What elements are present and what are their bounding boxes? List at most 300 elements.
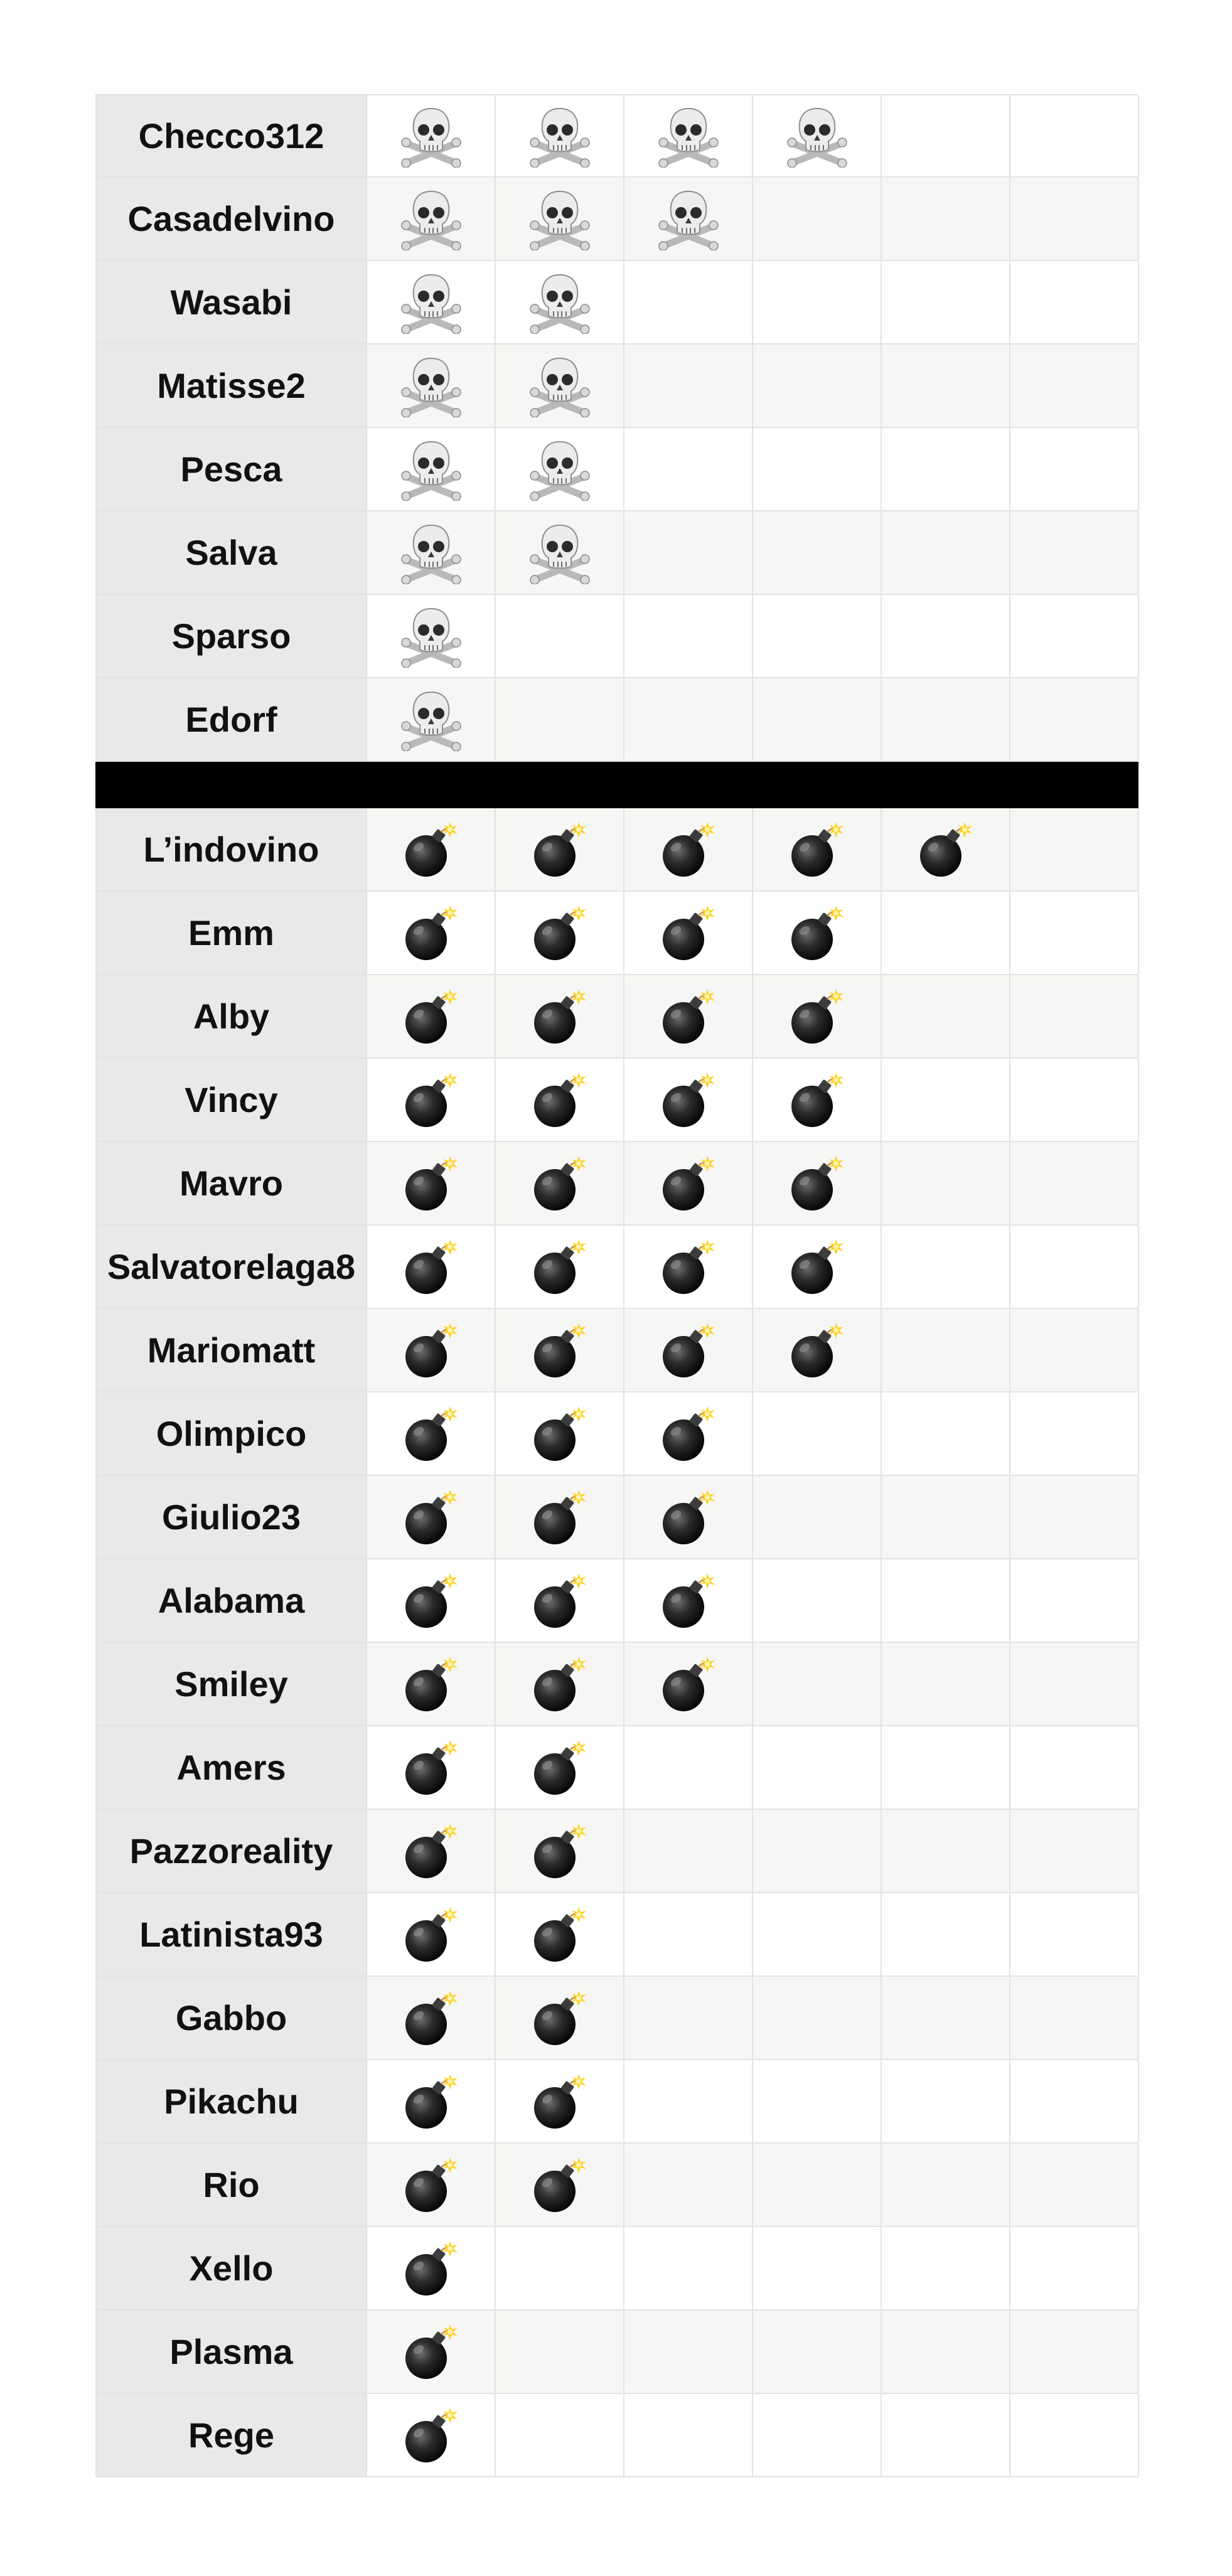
table-cell [1010, 892, 1139, 974]
table-row [95, 2311, 1138, 2394]
table-cell [496, 808, 624, 890]
bomb-icon [400, 1486, 463, 1549]
bomb-icon [786, 985, 849, 1048]
table-cell [882, 1810, 1010, 1892]
skull-crossbones-icon [400, 605, 463, 668]
table-cell [624, 975, 753, 1057]
table-cell [882, 678, 1010, 761]
table-cell [624, 1893, 753, 1975]
table-cell [882, 1559, 1010, 1642]
table-cell [496, 2311, 624, 2393]
table-cell [753, 95, 882, 176]
table-cell [882, 261, 1010, 343]
skull-crossbones-icon [528, 521, 591, 584]
table-cell [753, 345, 882, 427]
table-cell [753, 1392, 882, 1475]
bomb-icon [786, 902, 849, 965]
table-cell [367, 1392, 496, 1475]
table-row [95, 1059, 1138, 1142]
player-name: Xello [95, 2227, 367, 2309]
skull-crossbones-icon [400, 105, 463, 168]
table-cell [753, 2394, 882, 2476]
table-cell [367, 1142, 496, 1224]
bomb-icon [914, 818, 977, 881]
table-cell [496, 2144, 624, 2226]
table-cell [496, 595, 624, 677]
table-cell [753, 1893, 882, 1975]
bomb-icon [400, 1236, 463, 1298]
skull-crossbones-icon [657, 105, 720, 168]
table-cell [624, 2144, 753, 2226]
player-name: Alabama [95, 1559, 367, 1642]
table-cell [1010, 1309, 1139, 1391]
bomb-icon [528, 902, 591, 965]
table-cell [367, 261, 496, 343]
bomb-icon [400, 1403, 463, 1465]
bomb-icon [528, 1152, 591, 1215]
table-cell [367, 178, 496, 260]
table-cell [624, 95, 753, 176]
table-cell [753, 261, 882, 343]
table-cell [496, 2060, 624, 2142]
skull-crossbones-icon [400, 521, 463, 584]
bomb-icon [400, 1569, 463, 1632]
table-cell [753, 178, 882, 260]
scoreboard-table [95, 94, 1138, 2477]
table-row [95, 511, 1138, 595]
player-name: Casadelvino [95, 178, 367, 260]
table-cell [1010, 678, 1139, 761]
table-cell [496, 511, 624, 594]
table-cell [624, 595, 753, 677]
table-cell [496, 1643, 624, 1725]
table-cell [496, 678, 624, 761]
table-cell [882, 2394, 1010, 2476]
bomb-icon [528, 1403, 591, 1465]
table-cell [753, 1810, 882, 1892]
player-name: Olimpico [95, 1392, 367, 1475]
skull-crossbones-icon [786, 105, 849, 168]
table-cell [882, 345, 1010, 427]
table-cell [624, 1977, 753, 2059]
bomb-icon [786, 1319, 849, 1382]
table-cell [496, 1977, 624, 2059]
table-cell [753, 2144, 882, 2226]
table-cell [624, 1142, 753, 1224]
table-cell [882, 1893, 1010, 1975]
table-cell [1010, 1392, 1139, 1475]
bomb-icon [400, 2404, 463, 2467]
table-cell [624, 1059, 753, 1141]
table-cell [753, 1226, 882, 1308]
table-cell [496, 2227, 624, 2309]
table-cell [882, 1142, 1010, 1224]
table-cell [882, 975, 1010, 1057]
table-cell [496, 1893, 624, 1975]
table-cell [624, 345, 753, 427]
table-cell [753, 892, 882, 974]
table-cell [496, 1142, 624, 1224]
table-cell [1010, 1559, 1139, 1642]
table-row [95, 428, 1138, 511]
table-cell [753, 1059, 882, 1141]
table-cell [753, 511, 882, 594]
bomb-icon [528, 1903, 591, 1966]
table-cell [1010, 808, 1139, 890]
table-cell [753, 1309, 882, 1391]
table-cell [1010, 1643, 1139, 1725]
table-cell [624, 1559, 753, 1642]
table-cell [1010, 1142, 1139, 1224]
bomb-icon [528, 1486, 591, 1549]
bomb-icon [400, 985, 463, 1048]
table-cell [882, 1977, 1010, 2059]
player-name: Pazzoreality [95, 1810, 367, 1892]
bomb-icon [657, 1569, 720, 1632]
bomb-icon [528, 2154, 591, 2216]
bomb-icon [657, 1069, 720, 1131]
table-cell [882, 2060, 1010, 2142]
table-cell [496, 1059, 624, 1141]
table-cell [753, 2311, 882, 2393]
table-cell [496, 95, 624, 176]
table-row [95, 678, 1138, 762]
bomb-icon [400, 1069, 463, 1131]
table-cell [1010, 2227, 1139, 2309]
table-cell [367, 2060, 496, 2142]
player-name: Wasabi [95, 261, 367, 343]
table-cell [753, 595, 882, 677]
table-cell [1010, 2144, 1139, 2226]
table-cell [882, 1059, 1010, 1141]
player-name: Mavro [95, 1142, 367, 1224]
skull-group [95, 94, 1138, 762]
table-cell [1010, 428, 1139, 510]
table-cell [882, 428, 1010, 510]
player-name: Edorf [95, 678, 367, 761]
table-cell [882, 1476, 1010, 1558]
table-cell [367, 2144, 496, 2226]
table-row [95, 1893, 1138, 1977]
table-cell [1010, 1059, 1139, 1141]
table-row [95, 2227, 1138, 2311]
table-cell [624, 1476, 753, 1558]
player-name: Checco312 [95, 95, 367, 176]
table-cell [1010, 95, 1139, 176]
skull-crossbones-icon [657, 188, 720, 250]
table-cell [496, 1476, 624, 1558]
bomb-icon [786, 818, 849, 881]
table-row [95, 178, 1138, 261]
table-row [95, 345, 1138, 428]
table-cell [753, 1643, 882, 1725]
table-cell [624, 178, 753, 260]
table-cell [624, 1726, 753, 1809]
table-cell [367, 345, 496, 427]
table-cell [496, 261, 624, 343]
table-row [95, 94, 1138, 178]
table-cell [1010, 1977, 1139, 2059]
table-cell [1010, 178, 1139, 260]
bomb-icon [400, 1820, 463, 1883]
table-cell [882, 1309, 1010, 1391]
table-cell [882, 892, 1010, 974]
skull-crossbones-icon [400, 688, 463, 751]
table-cell [753, 428, 882, 510]
player-name: Salvatorelaga8 [95, 1226, 367, 1308]
table-cell [367, 2227, 496, 2309]
bomb-icon [400, 1152, 463, 1215]
table-cell [882, 1226, 1010, 1308]
table-cell [367, 2394, 496, 2476]
table-cell [753, 808, 882, 890]
bomb-icon [657, 1236, 720, 1298]
table-cell [1010, 511, 1139, 594]
bomb-icon [400, 2154, 463, 2216]
skull-crossbones-icon [400, 438, 463, 501]
skull-crossbones-icon [400, 188, 463, 250]
skull-crossbones-icon [528, 105, 591, 168]
table-cell [496, 1559, 624, 1642]
table-row [95, 1309, 1138, 1392]
table-row [95, 2144, 1138, 2227]
table-cell [624, 892, 753, 974]
bomb-icon [400, 2237, 463, 2300]
bomb-icon [528, 818, 591, 881]
skull-crossbones-icon [528, 271, 591, 334]
bomb-icon [657, 985, 720, 1048]
player-name: Rio [95, 2144, 367, 2226]
table-cell [496, 892, 624, 974]
bomb-icon [657, 1403, 720, 1465]
table-cell [882, 1392, 1010, 1475]
table-cell [624, 2311, 753, 2393]
table-cell [367, 1726, 496, 1809]
table-cell [1010, 2060, 1139, 2142]
table-cell [1010, 2311, 1139, 2393]
table-cell [367, 1309, 496, 1391]
table-cell [882, 2311, 1010, 2393]
table-cell [367, 1559, 496, 1642]
table-cell [1010, 2394, 1139, 2476]
table-cell [367, 678, 496, 761]
bomb-icon [528, 1736, 591, 1799]
table-cell [496, 428, 624, 510]
bomb-icon [528, 1820, 591, 1883]
table-cell [624, 678, 753, 761]
table-row [95, 892, 1138, 975]
table-row [95, 1977, 1138, 2060]
bomb-icon [528, 1569, 591, 1632]
table-cell [624, 2060, 753, 2142]
bomb-icon [400, 1987, 463, 2050]
table-cell [882, 1643, 1010, 1725]
table-cell [1010, 1726, 1139, 1809]
table-cell [624, 261, 753, 343]
table-cell [496, 1309, 624, 1391]
bomb-icon [400, 1903, 463, 1966]
table-row [95, 1559, 1138, 1643]
table-cell [367, 808, 496, 890]
table-cell [496, 1226, 624, 1308]
table-cell [1010, 595, 1139, 677]
player-name: Emm [95, 892, 367, 974]
table-cell [624, 808, 753, 890]
skull-crossbones-icon [528, 355, 591, 417]
table-cell [753, 1476, 882, 1558]
group-divider [95, 762, 1138, 808]
skull-crossbones-icon [400, 271, 463, 334]
table-cell [496, 1810, 624, 1892]
table-row [95, 975, 1138, 1059]
player-name: Amers [95, 1726, 367, 1809]
player-name: Latinista93 [95, 1893, 367, 1975]
player-name: Plasma [95, 2311, 367, 2393]
player-name: Pikachu [95, 2060, 367, 2142]
table-cell [367, 1476, 496, 1558]
table-cell [882, 595, 1010, 677]
table-cell [367, 595, 496, 677]
table-row [95, 2394, 1138, 2477]
table-cell [624, 511, 753, 594]
bomb-icon [786, 1152, 849, 1215]
bomb-icon [657, 1653, 720, 1716]
table-cell [367, 2311, 496, 2393]
table-cell [753, 2227, 882, 2309]
bomb-icon [400, 2070, 463, 2133]
table-cell [496, 178, 624, 260]
table-cell [1010, 1810, 1139, 1892]
table-row [95, 1643, 1138, 1726]
bomb-icon [528, 1069, 591, 1131]
skull-crossbones-icon [528, 188, 591, 250]
table-cell [882, 178, 1010, 260]
table-cell [882, 1726, 1010, 1809]
table-row [95, 261, 1138, 345]
player-name: Smiley [95, 1643, 367, 1725]
table-cell [367, 1226, 496, 1308]
bomb-icon [786, 1236, 849, 1298]
table-cell [1010, 261, 1139, 343]
table-cell [753, 1977, 882, 2059]
table-cell [1010, 1476, 1139, 1558]
table-cell [882, 808, 1010, 890]
bomb-icon [528, 985, 591, 1048]
table-cell [624, 1392, 753, 1475]
table-cell [624, 1309, 753, 1391]
table-cell [624, 1226, 753, 1308]
table-cell [367, 1643, 496, 1725]
player-name: Gabbo [95, 1977, 367, 2059]
table-row [95, 1476, 1138, 1559]
table-cell [367, 975, 496, 1057]
table-cell [624, 1643, 753, 1725]
table-cell [753, 1142, 882, 1224]
table-cell [882, 95, 1010, 176]
table-cell [496, 1392, 624, 1475]
table-row [95, 595, 1138, 678]
bomb-icon [400, 1736, 463, 1799]
table-cell [624, 1810, 753, 1892]
bomb-icon [400, 818, 463, 881]
table-cell [367, 892, 496, 974]
table-cell [1010, 975, 1139, 1057]
bomb-icon [528, 1987, 591, 2050]
bomb-icon [657, 1319, 720, 1382]
table-cell [367, 511, 496, 594]
player-name: Salva [95, 511, 367, 594]
bomb-group [95, 808, 1138, 2477]
table-cell [753, 1559, 882, 1642]
table-cell [1010, 1893, 1139, 1975]
table-cell [367, 1977, 496, 2059]
table-cell [367, 1893, 496, 1975]
table-cell [496, 2394, 624, 2476]
bomb-icon [786, 1069, 849, 1131]
bomb-icon [657, 818, 720, 881]
table-cell [496, 975, 624, 1057]
table-row [95, 808, 1138, 892]
table-cell [367, 1810, 496, 1892]
bomb-icon [657, 1152, 720, 1215]
player-name: Pesca [95, 428, 367, 510]
bomb-icon [528, 2070, 591, 2133]
table-row [95, 1392, 1138, 1476]
table-cell [624, 2394, 753, 2476]
player-name: Vincy [95, 1059, 367, 1141]
table-cell [1010, 1226, 1139, 1308]
table-cell [1010, 345, 1139, 427]
table-cell [882, 511, 1010, 594]
player-name: L’indovino [95, 808, 367, 890]
table-cell [496, 1726, 624, 1809]
player-name: Alby [95, 975, 367, 1057]
table-cell [753, 2060, 882, 2142]
bomb-icon [400, 2321, 463, 2383]
table-row [95, 1226, 1138, 1309]
bomb-icon [400, 1653, 463, 1716]
table-cell [367, 95, 496, 176]
bomb-icon [657, 902, 720, 965]
player-name: Rege [95, 2394, 367, 2476]
table-cell [367, 1059, 496, 1141]
player-name: Mariomatt [95, 1309, 367, 1391]
table-cell [753, 678, 882, 761]
bomb-icon [528, 1236, 591, 1298]
skull-crossbones-icon [528, 438, 591, 501]
table-cell [624, 428, 753, 510]
bomb-icon [400, 902, 463, 965]
skull-crossbones-icon [400, 355, 463, 417]
player-name: Sparso [95, 595, 367, 677]
table-row [95, 1810, 1138, 1893]
player-name: Giulio23 [95, 1476, 367, 1558]
table-cell [882, 2227, 1010, 2309]
table-row [95, 1142, 1138, 1226]
table-cell [624, 2227, 753, 2309]
table-row [95, 2060, 1138, 2144]
bomb-icon [400, 1319, 463, 1382]
bomb-icon [528, 1653, 591, 1716]
bomb-icon [657, 1486, 720, 1549]
player-name: Matisse2 [95, 345, 367, 427]
table-cell [367, 428, 496, 510]
table-cell [882, 2144, 1010, 2226]
table-cell [496, 345, 624, 427]
table-cell [753, 975, 882, 1057]
table-row [95, 1726, 1138, 1810]
table-cell [753, 1726, 882, 1809]
